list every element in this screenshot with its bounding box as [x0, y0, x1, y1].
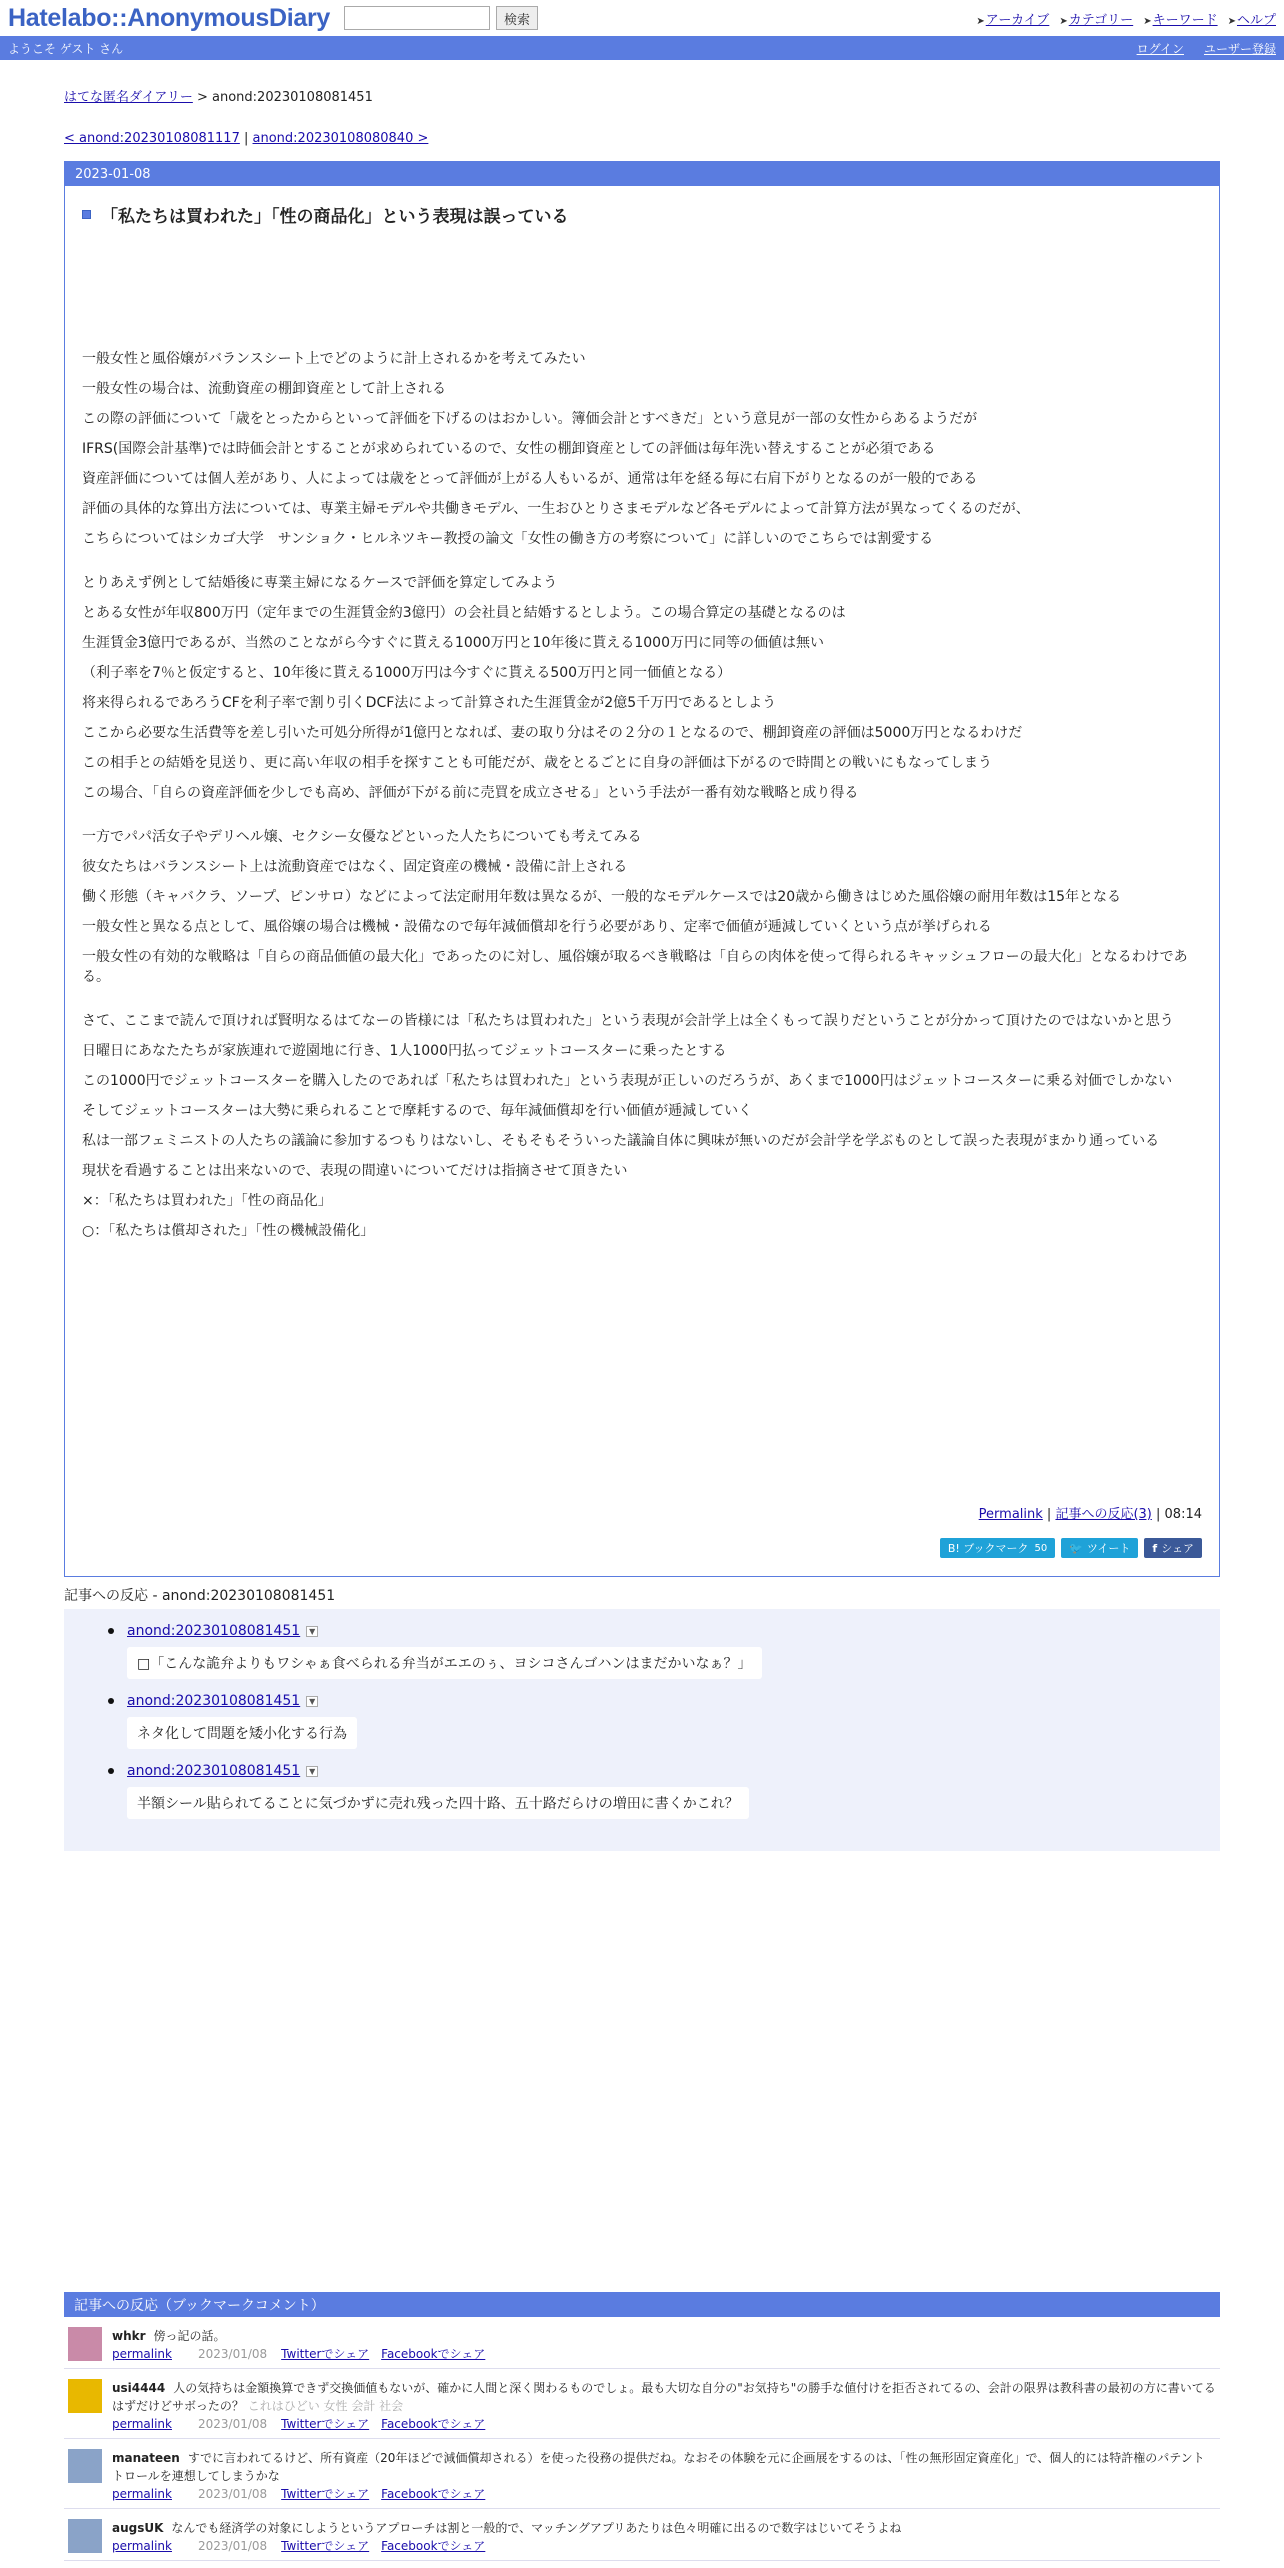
entry-line: ○：「私たちは償却された」「性の機械設備化」	[82, 1223, 375, 1239]
facebook-icon: f	[1152, 1541, 1158, 1555]
bookmark-comments-heading: 記事への反応（ブックマークコメント）	[64, 2292, 1220, 2317]
entry-line: IFRS(国際会計基準)では時価会計とすることが求められているので、女性の棚卸資産としての評価は毎年洗い替えすることが必須である	[82, 441, 936, 457]
bookmark-tags: これはひどい 女性 会計 社会	[247, 2399, 404, 2413]
reaction-item	[108, 1623, 1180, 1687]
entry-time: 08:14	[1164, 1507, 1202, 1522]
nav-help[interactable]: ヘルプ	[1236, 12, 1276, 28]
bookmark-comment: すでに言われてるけど、所有資産（20年ほどで減価償却される）を使った役務の提供だね。なおその体験を元に企画展をするのは、「性の無形固定資産化」で、個人的には特許権のパテントトロールを連想してしまうかな	[112, 2451, 1205, 2483]
breadcrumb	[64, 86, 1220, 105]
entry-line: そしてジェットコースターは大勢に乗られることで摩耗するので、毎年減価償却を行い価値が逓減していく	[82, 1103, 753, 1119]
reaction-link[interactable]: anond:20230108081451	[127, 1693, 301, 1709]
nav-archive[interactable]: アーカイブ	[985, 12, 1050, 28]
paragraph-gap	[82, 813, 1202, 827]
bookmark-user[interactable]: manateen	[112, 2451, 180, 2465]
bookmark-item	[64, 2509, 1220, 2561]
entry-title-text: 「私たちは買われた」「性の商品化」という表現は誤っている	[101, 207, 569, 227]
entry-line: 資産評価については個人差があり、人によっては歳をとって評価が上がる人もいるが、通常は年を経る毎に右肩下がりとなるのが一般的である	[82, 471, 978, 487]
bookmark-count: 50	[1034, 1542, 1048, 1554]
entry-line: 一般女性の場合は、流動資産の棚卸資産として計上される	[82, 381, 446, 397]
bookmark-list	[64, 2317, 1220, 2561]
avatar[interactable]	[68, 2519, 102, 2553]
bookmark-permalink[interactable]: permalink	[112, 2417, 172, 2431]
entry-line: ×：「私たちは買われた」「性の商品化」	[82, 1193, 332, 1209]
entry-line: 現状を看過することは出来ないので、表現の間違いについてだけは指摘させて頂きたい	[82, 1163, 628, 1179]
facebook-share-link[interactable]: Facebookでシェア	[381, 2417, 486, 2431]
entry-line: 将来得られるであろうCFを利子率で割り引くDCF法によって計算された生涯賃金が2億5千万円であるとしよう	[82, 695, 777, 711]
avatar[interactable]	[68, 2449, 102, 2483]
facebook-share-button[interactable]	[1144, 1538, 1202, 1558]
twitter-share-link[interactable]: Twitterでシェア	[281, 2417, 370, 2431]
top-bar	[0, 0, 1284, 36]
reaction-text: ネタ化して問題を矮小化する行為	[127, 1717, 357, 1749]
share-label: シェア	[1161, 1542, 1194, 1555]
twitter-share-link[interactable]: Twitterでシェア	[281, 2347, 370, 2361]
bullet-icon	[108, 1768, 114, 1774]
bookmark-permalink[interactable]: permalink	[112, 2539, 172, 2553]
bookmark-date: 2023/01/08	[198, 2347, 268, 2361]
site-logo[interactable]: Hatelabo::AnonymousDiary	[8, 3, 331, 32]
nav-category[interactable]: カテゴリー	[1068, 12, 1134, 28]
entry-line: この際の評価について「歳をとったからといって評価を下げるのはおかしい。簿価会計とすべきだ」という意見が一部の女性からあるようだが	[82, 411, 978, 427]
twitter-share-link[interactable]: Twitterでシェア	[281, 2487, 370, 2501]
bookmark-comment: 人の気持ちは金額換算できず交換価値もないが、確かに人間と深く関わるものでしょ。最も大切な自分の"お気持ち"の勝手な値付けを拒否されてるの、会計の限界は教科書の最初の方に書いてるはずだけどサボったの？	[112, 2381, 1216, 2413]
nav-keyword[interactable]: キーワード	[1152, 12, 1218, 28]
bookmark-permalink[interactable]: permalink	[112, 2487, 172, 2501]
bookmark-user[interactable]: whkr	[112, 2329, 146, 2343]
entry-line: この1000円でジェットコースターを購入したのであれば「私たちは買われた」という表現が正しいのだろうが、あくまで1000円はジェットコースターに乗る対価でしかない	[82, 1073, 1173, 1089]
welcome-bar	[0, 36, 1284, 60]
avatar[interactable]	[68, 2327, 102, 2361]
square-icon[interactable]	[82, 210, 91, 219]
facebook-share-link[interactable]: Facebookでシェア	[381, 2347, 486, 2361]
reaction-link[interactable]: anond:20230108081451	[127, 1623, 301, 1639]
bookmark-comments	[64, 2292, 1220, 2561]
entry-line: 日曜日にあなたたちが家族連れで遊園地に行き、1人1000円払ってジェットコースターに乗ったとする	[82, 1043, 727, 1059]
bookmark-label: B! ブックマーク	[947, 1542, 1029, 1555]
reaction-link[interactable]: anond:20230108081451	[127, 1763, 301, 1779]
dropdown-icon[interactable]: ▼	[306, 1766, 318, 1777]
entry-text	[82, 349, 1202, 1241]
breadcrumb-sep: >	[192, 90, 213, 105]
entry-line: 彼女たちはバランスシート上は流動資産ではなく、固定資産の機械・設備に計上される	[82, 859, 628, 875]
reactions-heading: 記事への反応 - anond:20230108081451	[64, 1588, 336, 1604]
bookmark-date: 2023/01/08	[198, 2539, 268, 2553]
prev-entry-link[interactable]: < anond:20230108081117	[64, 131, 240, 146]
search-button[interactable]: 検索	[496, 6, 538, 30]
paragraph-gap	[82, 559, 1202, 573]
dropdown-icon[interactable]: ▼	[306, 1696, 318, 1707]
bookmark-user[interactable]: augsUK	[112, 2521, 164, 2535]
arrow-icon: ➤	[1143, 15, 1152, 27]
dropdown-icon[interactable]: ▼	[306, 1626, 318, 1637]
bookmark-date: 2023/01/08	[198, 2417, 268, 2431]
bookmark-comment: なんでも経済学の対象にしようというアプローチは割と一般的で、マッチングアプリあたりは色々明確に出るので数字はじいてそうよね	[171, 2521, 902, 2535]
reaction-text: 半額シール貼られてることに気づかずに売れ残った四十路、五十路だらけの増田に書くかこれ？	[127, 1787, 749, 1819]
reactions-link[interactable]: 記事への反応(3)	[1055, 1507, 1152, 1522]
entry	[64, 161, 1220, 1577]
top-nav	[976, 9, 1276, 28]
entry-line: こちらについてはシカゴ大学 サンショク・ヒルネツキー教授の論文「女性の働き方の考察について」に詳しいのでこちらでは割愛する	[82, 531, 934, 547]
bookmark-item	[64, 2317, 1220, 2369]
entry-title	[82, 202, 1202, 227]
login-link[interactable]: ログイン	[1136, 41, 1184, 56]
next-entry-link[interactable]: anond:20230108080840 >	[252, 131, 429, 146]
bookmark-permalink[interactable]: permalink	[112, 2347, 172, 2361]
share-row	[82, 1538, 1202, 1558]
arrow-icon: ➤	[976, 15, 985, 27]
bookmark-user[interactable]: usi4444	[112, 2381, 166, 2395]
paragraph-gap	[82, 997, 1202, 1011]
bookmark-date: 2023/01/08	[198, 2487, 268, 2501]
bullet-icon	[108, 1698, 114, 1704]
reactions-list	[64, 1609, 1220, 1851]
entry-line: 一般女性の有効的な戦略は「自らの商品価値の最大化」であったのに対し、風俗嬢が取るべき戦略は「自らの肉体を使って得られるキャッシュフローの最大化」となるわけである。	[82, 949, 1188, 985]
entry-date: 2023-01-08	[65, 162, 1219, 186]
bullet-icon	[108, 1628, 114, 1634]
reaction-item	[108, 1763, 1180, 1827]
permalink[interactable]: Permalink	[978, 1507, 1043, 1522]
entry-line: 働く形態（キャバクラ、ソープ、ピンサロ）などによって法定耐用年数は異なるが、一般的なモデルケースでは20歳から働きはじめた風俗嬢の耐用年数は15年となる	[82, 889, 1122, 905]
facebook-share-link[interactable]: Facebookでシェア	[381, 2487, 486, 2501]
entry-line: とある女性が年収800万円（定年までの生涯賃金約3億円）の会社員と結婚するとしよう。この場合算定の基礎となるのは	[82, 605, 846, 621]
tweet-label: ツイート	[1086, 1542, 1131, 1555]
entry-line: とりあえず例として結婚後に専業主婦になるケースで評価を算定してみよう	[82, 575, 558, 591]
twitter-share-link[interactable]: Twitterでシェア	[281, 2539, 370, 2553]
entry-line: 評価の具体的な算出方法については、専業主婦モデルや共働きモデル、一生おひとりさまモデルなど各モデルによって計算方法が異なってくるのだが、	[82, 501, 1030, 517]
register-link[interactable]: ユーザー登録	[1203, 41, 1276, 56]
reaction-item	[108, 1693, 1180, 1757]
entry-line: 私は一部フェミニストの人たちの議論に参加するつもりはないし、そもそもそういった議論自体に興味が無いのだが会計学を学ぶものとして誤った表現がまかり通っている	[82, 1133, 1160, 1149]
breadcrumb-current: anond:20230108081451	[212, 90, 373, 105]
avatar[interactable]	[68, 2379, 102, 2413]
prev-next-nav	[64, 131, 1220, 146]
entry-line: この場合、「自らの資産評価を少しでも高め、評価が下がる前に売買を成立させる」という手法が一番有効な戦略と成り得る	[82, 785, 859, 801]
reaction-text: □「こんな詭弁よりもワシゃぁ食べられる弁当がエエのぅ、ヨシコさんゴハンはまだかいなぁ？」	[127, 1647, 762, 1679]
arrow-icon: ➤	[1059, 15, 1068, 27]
entry-line: 生涯賃金3億円であるが、当然のことながら今すぐに貰える1000万円と10年後に貰える1000万円に同等の価値は無い	[82, 635, 824, 651]
tweet-button[interactable]	[1061, 1538, 1138, 1558]
arrow-icon: ➤	[1227, 15, 1236, 27]
bookmark-item	[64, 2439, 1220, 2509]
twitter-icon: 🐦	[1069, 1541, 1083, 1555]
entry-line: 一般女性と風俗嬢がバランスシート上でどのように計上されるかを考えてみたい	[82, 351, 586, 367]
welcome-text: ようこそ ゲスト さん	[8, 41, 124, 56]
hatena-bookmark-button[interactable]	[940, 1538, 1055, 1558]
entry-line: （利子率を7％と仮定すると、10年後に貰える1000万円は今すぐに貰える500万円と同一価値となる）	[82, 665, 732, 681]
bookmark-comment: 傍っ記の話。	[153, 2329, 226, 2343]
entry-line: この相手との結婚を見送り、更に高い年収の相手を探すことも可能だが、歳をとるごとに自身の評価は下がるので時間との戦いにもなってしまう	[82, 755, 992, 771]
facebook-share-link[interactable]: Facebookでシェア	[381, 2539, 486, 2553]
entry-line: さて、ここまで読んで頂ければ賢明なるはてなーの皆様には「私たちは買われた」という表現が会計学上は全くもって誤りだということが分かって頂けたのではないかと思う	[82, 1013, 1174, 1029]
prev-next-sep: |	[239, 131, 253, 146]
bookmark-item	[64, 2369, 1220, 2439]
entry-line: 一般女性と異なる点として、風俗嬢の場合は機械・設備なので毎年減価償却を行う必要があり、定率で価値が逓減していくという点が挙げられる	[82, 919, 992, 935]
breadcrumb-root[interactable]: はてな匿名ダイアリー	[64, 90, 193, 105]
entry-line: 一方でパパ活女子やデリヘル嬢、セクシー女優などといった人たちについても考えてみる	[82, 829, 642, 845]
search-input[interactable]	[344, 6, 490, 30]
entry-line: ここから必要な生活費等を差し引いた可処分所得が1億円となれば、妻の取り分はその２分の１となるので、棚卸資産の評価は5000万円となるわけだ	[82, 725, 1023, 741]
main-content	[64, 60, 1220, 1851]
entry-footer: Permalink | 記事への反応(3) | 08:14	[978, 1507, 1202, 1522]
